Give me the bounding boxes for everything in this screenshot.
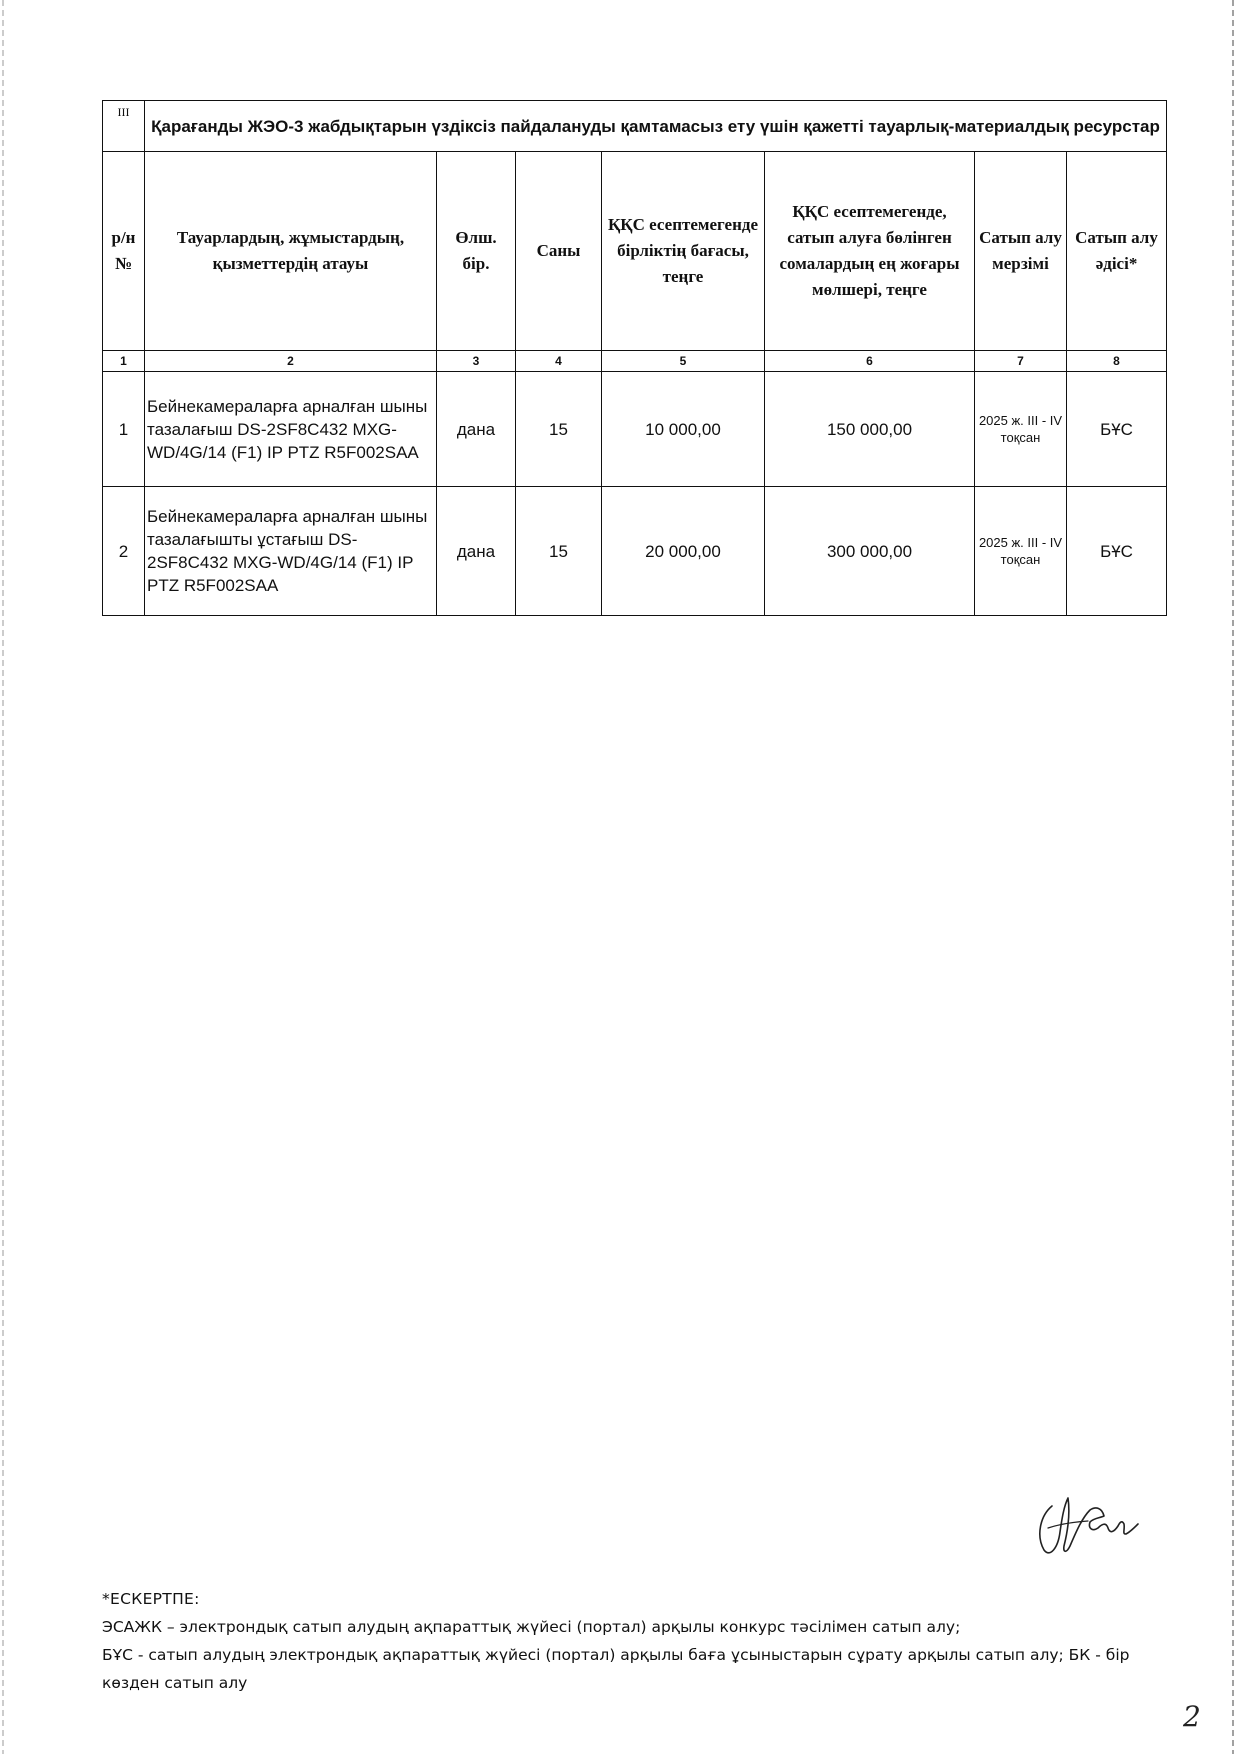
- item-name: Бейнекамераларға арналған шыны тазалағыш DS-2SF8C432 MXG-WD/4G/14 (F1) IP PTZ R5F002SAA: [145, 372, 437, 487]
- item-quantity: 15: [516, 487, 602, 616]
- section-number: III: [103, 101, 145, 152]
- item-method: БҰС: [1067, 487, 1167, 616]
- item-unit-price: 20 000,00: [602, 487, 765, 616]
- item-unit: дана: [437, 487, 516, 616]
- table-row: [103, 487, 1167, 616]
- header-quantity: Саны: [516, 152, 602, 351]
- table-row: [103, 372, 1167, 487]
- header-total-amount: ҚҚС есептемегенде, сатып алуға бөлінген сомалардың ең жоғары мөлшері, теңге: [765, 152, 975, 351]
- scan-edge-right: [1232, 0, 1234, 1754]
- item-unit-price: 10 000,00: [602, 372, 765, 487]
- item-method: БҰС: [1067, 372, 1167, 487]
- row-number: 1: [103, 372, 145, 487]
- column-index: 3: [437, 351, 516, 372]
- footnote-title: *ЕСКЕРТПЕ:: [102, 1590, 200, 1608]
- signature-icon: [1030, 1488, 1145, 1563]
- column-index: 2: [145, 351, 437, 372]
- footnote-line: БҰС - сатып алудың электрондық ақпараттық жүйесі (портал) арқылы баға ұсыныстарын сұрату арқылы сатып алу; БК - бір көзден сатып алу: [102, 1646, 1130, 1692]
- column-index: 5: [602, 351, 765, 372]
- header-purchase-period: Сатып алу мерзімі: [975, 152, 1067, 351]
- column-index: 4: [516, 351, 602, 372]
- page-number: 2: [1183, 1700, 1201, 1733]
- column-index: 8: [1067, 351, 1167, 372]
- item-unit: дана: [437, 372, 516, 487]
- header-purchase-method: Сатып алу әдісі*: [1067, 152, 1167, 351]
- item-period: 2025 ж. III - IV тоқсан: [975, 487, 1067, 616]
- footnote: [102, 1585, 1152, 1697]
- column-header-row: [103, 152, 1167, 351]
- column-index-row: [103, 351, 1167, 372]
- header-unit-price: ҚҚС есептемегенде бірліктің бағасы, теңге: [602, 152, 765, 351]
- item-total: 150 000,00: [765, 372, 975, 487]
- section-header-row: [103, 101, 1167, 152]
- header-row-number: р/н №: [103, 152, 145, 351]
- item-total: 300 000,00: [765, 487, 975, 616]
- column-index: 7: [975, 351, 1067, 372]
- item-quantity: 15: [516, 372, 602, 487]
- footnote-line: ЭСАЖК – электрондық сатып алудың ақпараттық жүйесі (портал) арқылы конкурс тәсілімен сатып алу;: [102, 1618, 961, 1636]
- header-unit: Өлш. бір.: [437, 152, 516, 351]
- column-index: 6: [765, 351, 975, 372]
- row-number: 2: [103, 487, 145, 616]
- column-index: 1: [103, 351, 145, 372]
- procurement-table: [102, 100, 1167, 616]
- section-title: Қарағанды ЖЭО-3 жабдықтарын үздіксіз пайдалануды қамтамасыз ету үшін қажетті тауарлық-материалдық ресурстар: [145, 101, 1167, 152]
- item-period: 2025 ж. III - IV тоқсан: [975, 372, 1067, 487]
- scan-edge-left: [2, 0, 4, 1754]
- item-name: Бейнекамераларға арналған шыны тазалағышты ұстағыш DS-2SF8C432 MXG-WD/4G/14 (F1) IP PTZ R5F002SAA: [145, 487, 437, 616]
- header-item-name: Тауарлардың, жұмыстардың, қызметтердің атауы: [145, 152, 437, 351]
